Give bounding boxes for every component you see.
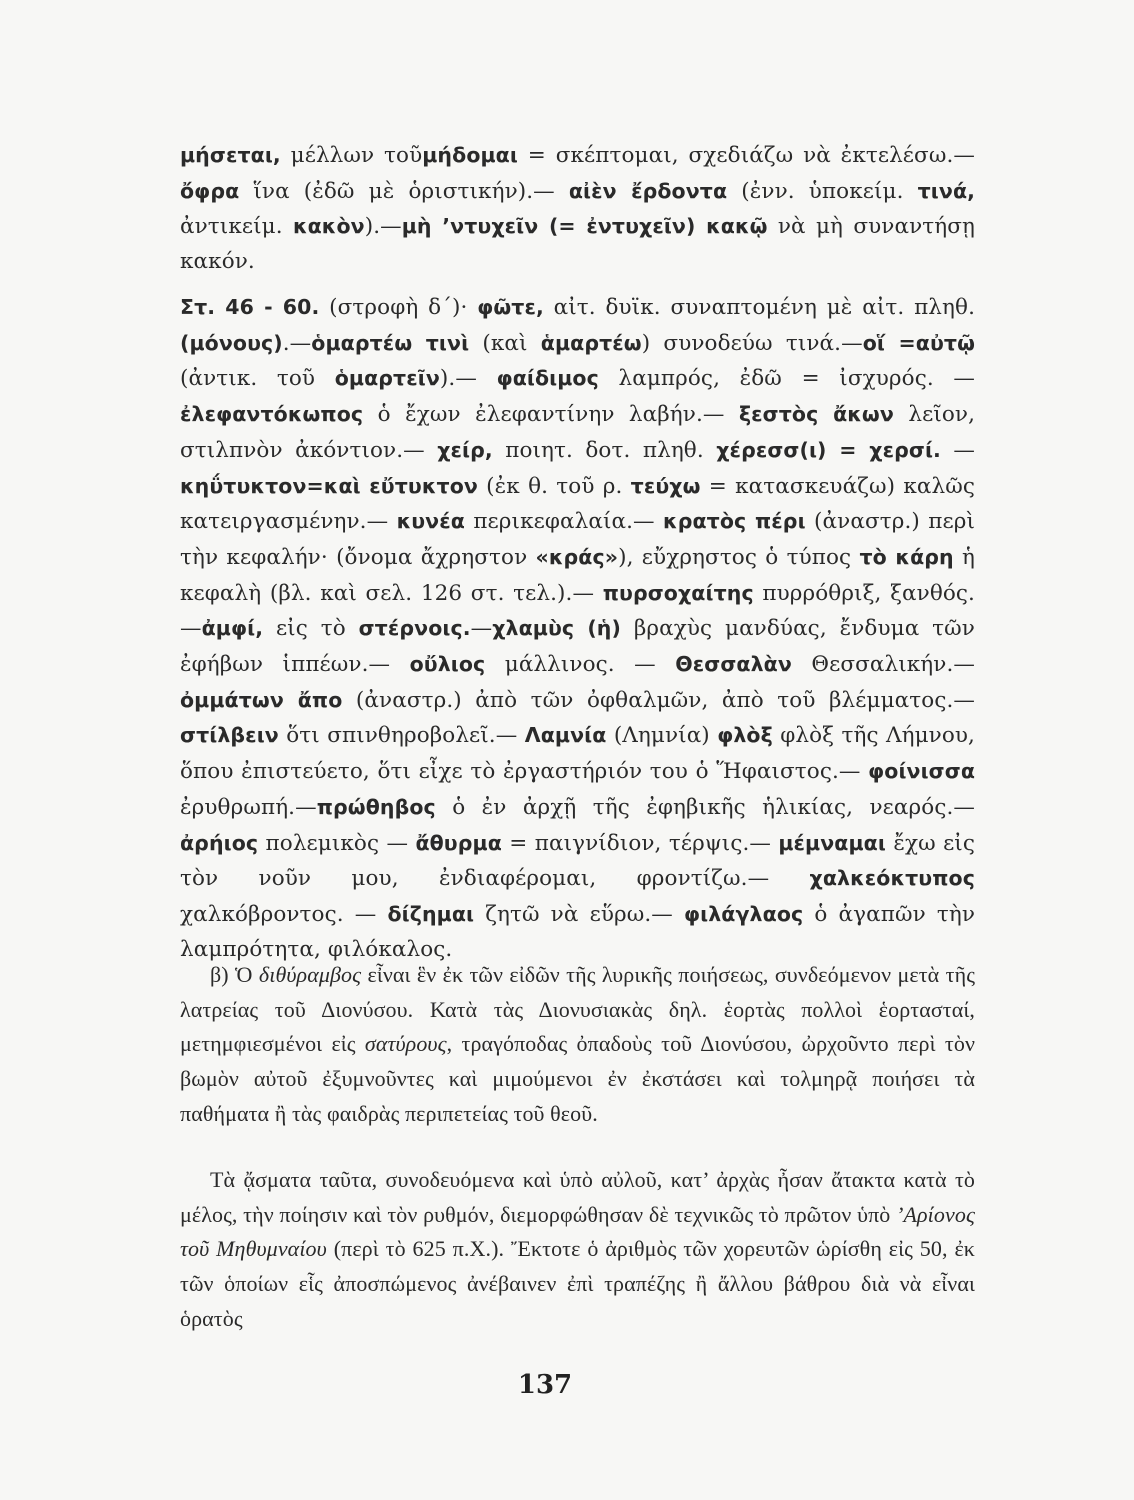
body-paragraph-arion <box>180 1163 975 1337</box>
page-number: 137 <box>517 1370 573 1400</box>
glossary-paragraph-2: Στ. 46 - 60. (στροφὴ δ΄)· φῶτε, αἰτ. δυϊκ. συναπτομένη μὲ αἰτ. πληθ. (μόνους).—ὁμαρτέω τινὶ (καὶ ἁμαρτέω) συνοδεύω τινά.—οἵ =αὐτῷ (ἀντικ. τοῦ ὁμαρτεῖν).— φαίδιμος λαμπρός, ἐδῶ = ἰσχυρός. —ἐλεφαντόκωπος ὁ ἔχων ἐλεφαντίνην λαβήν.— ξεστὸς ἄκων λεῖον, στιλπνὸν ἀκόντιον.— χείρ, ποιητ. δοτ. πληθ. χέρεσσ(ι) = χερσί. — κηΰτυκτον=καὶ εὔτυκτον (ἐκ θ. τοῦ ρ. τεύχω = κατασκευάζω) καλῶς κατειργασμένην.— κυνέα περικεφαλαία.— κρατὸς πέρι (ἀναστρ.) περὶ τὴν κεφαλήν· (ὄνομα ἄχρηστον «κράς»), εὔχρηστος ὁ τύπος τὸ κάρη ἡ κεφαλὴ (βλ. καὶ σελ. 126 στ. τελ.).— πυρσοχαίτης πυρρόθριξ, ξανθός.—ἀμφί, εἰς τὸ στέρνοις.—χλαμὺς (ἡ) βραχὺς μανδύας, ἔνδυμα τῶν ἐφήβων ἱππέων.— οὔλιος μάλλινος. — Θεσσαλὰν Θεσσαλικήν.— ὀμμάτων ἄπο (ἀναστρ.) ἀπὸ τῶν ὀφθαλμῶν, ἀπὸ τοῦ βλέμματος.— στίλβειν ὅτι σπινθηροβολεῖ.— Λαμνία (Λημνία) φλὸξ φλὸξ τῆς Λήμνου, ὅπου ἐπιστεύετο, ὅτι εἶχε τὸ ἐργαστήριόν του ὁ Ἥφαιστος.— φοίνισσα ἐρυθρωπή.—πρώθηβος ὁ ἐν ἀρχῇ τῆς ἐφηβικῆς ἡλικίας, νεαρός.— ἀρήιος πολεμικὸς — ἄθυρμα = παιγνίδιον, τέρψις.— μέμναμαι ἔχω εἰς τὸν νοῦν μου, ἐνδιαφέρομαι, φροντίζω.— χαλκεόκτυπος χαλκόβροντος. — δίζημαι ζητῶ νὰ εὕρω.— φιλάγλαος ὁ ἀγαπῶν τὴν λαμπρότητα, φιλόκαλος. <box>180 295 976 962</box>
arion-text: Τὰ ᾄσματα ταῦτα, συνοδευόμενα καὶ ὑπὸ αὐλοῦ, κατ’ ἀρχὰς ἦσαν ἄτακτα κατὰ τὸ μέλος, τὴν ποίησιν καὶ τὸν ρυθμόν, διεμορφώθησαν δὲ τεχνικῶς τὸ πρῶτον ὑπὸ ’Αρίονος τοῦ Μηθυμναίου (περὶ τὸ 625 π.Χ.). Ἔκτοτε ὁ ἀριθμὸς τῶν χορευτῶν ὡρίσθη εἰς 50, ἐκ τῶν ὁποίων εἷς ἀποσπώμενος ἀνέβαινεν ἐπὶ τραπέζης ἢ ἄλλου βάθρου διὰ νὰ εἶναι ὁρατὸς <box>180 1167 975 1331</box>
body-paragraph-dithyramb <box>180 958 975 1132</box>
glossary-paragraph-1: μήσεται, μέλλων τοῦμήδομαι = σκέπτομαι, σχεδιάζω νὰ ἐκτελέσω.— ὄφρα ἵνα (ἐδῶ μὲ ὁριστικήν).— αἰὲν ἔρδοντα (ἐνν. ὑποκείμ. τινά, ἀντικείμ. κακὸν).—μὴ ’ντυχεῖν (= ἐντυχεῖν) κακῷ νὰ μὴ συναντήσῃ κακόν. <box>180 143 976 275</box>
dithyramb-text: β) Ὁ διθύραμβος εἶναι ἓν ἐκ τῶν εἰδῶν τῆς λυρικῆς ποιήσεως, συνδεόμενον μετὰ τῆς λατρείας τοῦ Διονύσου. Κατὰ τὰς Διονυσιακὰς δηλ. ἑορτὰς πολλοὶ ἑορτασταί, μετημφιεσμένοι εἰς σατύρους, τραγόποδας ὀπαδοὺς τοῦ Διονύσου, ὠρχοῦντο περὶ τὸν βωμὸν αὐτοῦ ἐξυμνοῦντες καὶ μιμούμενοι ἐν ἐκστάσει καὶ τολμηρᾷ ποιήσει τὰ παθήματα ἢ τὰς φαιδρὰς περιπετείας τοῦ θεοῦ. <box>180 962 976 1126</box>
